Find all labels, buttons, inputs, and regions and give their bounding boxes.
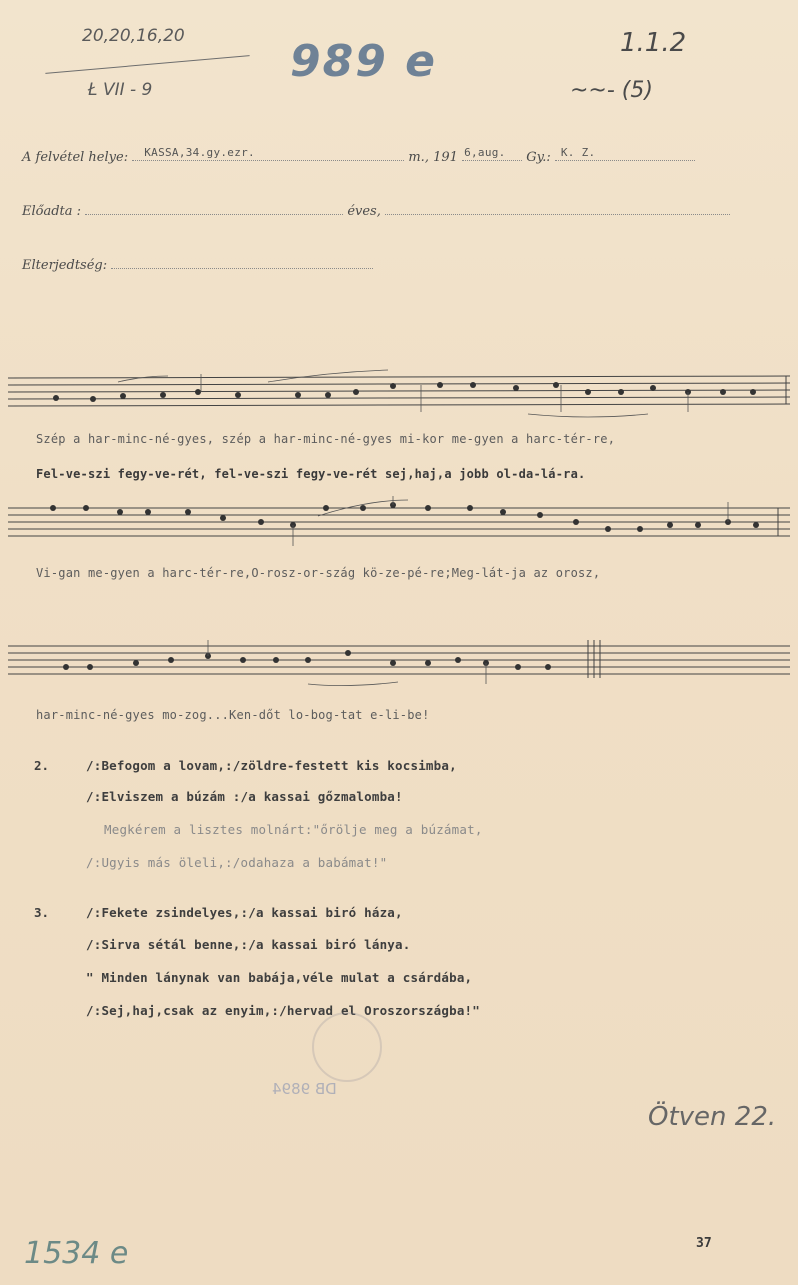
handwritten-roman-numeral: Ł VII - 9 bbox=[88, 80, 153, 100]
verse-2-line-3: Megkérem a lisztes molnárt:"őrölje meg a búzámat, bbox=[104, 822, 483, 837]
verse-number-3: 3. bbox=[34, 905, 50, 920]
library-stamp bbox=[312, 1012, 382, 1082]
handwritten-note-bottom-left: 1534 e bbox=[24, 1236, 129, 1271]
spread-row bbox=[22, 256, 373, 273]
handwritten-divider-line bbox=[45, 55, 249, 74]
verse-3-line-2: /:Sirva sétál benne,:/a kassai biró lánya. bbox=[86, 937, 411, 952]
music-staff-1 bbox=[8, 368, 792, 424]
year-prefix: 191 bbox=[433, 150, 458, 165]
collector-value: K. Z. bbox=[560, 146, 596, 159]
recording-place-row bbox=[22, 148, 695, 165]
year-value: 6,aug. bbox=[464, 146, 506, 159]
verse-3-line-3: " Minden lánynak van babája,véle mulat a csárdába, bbox=[86, 970, 473, 985]
verse-2-line-4: /:Ugyis más öleli,:/odahaza a babámat!" bbox=[86, 855, 388, 870]
handwritten-circle-mark: ~~- (5) bbox=[570, 78, 653, 103]
lyric-line-3: har-minc-né-gyes mo-zog...Ken-dőt lo-bog-tat e-li-be! bbox=[36, 708, 430, 722]
spread-label: Elterjedtség: bbox=[22, 258, 108, 273]
performer-label: Előadta : bbox=[22, 204, 82, 219]
page-number: 37 bbox=[696, 1236, 712, 1251]
age-label: éves, bbox=[347, 204, 381, 219]
place-label: A felvétel helye: bbox=[22, 150, 129, 165]
m-label: m., bbox=[408, 150, 429, 165]
stamp-number: DB 9894 bbox=[272, 1080, 337, 1098]
verse-3-line-1: /:Fekete zsindelyes,:/a kassai biró háza, bbox=[86, 905, 403, 920]
music-staff-2 bbox=[8, 496, 792, 552]
verse-3-line-4: /:Sej,haj,csak az enyim,:/hervad el Oroszországba!" bbox=[86, 1003, 481, 1018]
verse-2-line-1: /:Befogom a lovam,:/zöldre-festett kis kocsimba, bbox=[86, 758, 457, 773]
place-value: KASSA,34.gy.ezr. bbox=[144, 146, 255, 159]
verse-number-2: 2. bbox=[34, 758, 50, 773]
lyric-line-2: Vi-gan me-gyen a harc-tér-re,O-rosz-or-szág kö-ze-pé-re;Meg-lát-ja az orosz, bbox=[36, 566, 601, 580]
verse-2-line-2: /:Elviszem a búzám :/a kassai gőzmalomba! bbox=[86, 789, 403, 804]
collector-label: Gy.: bbox=[526, 150, 551, 165]
archive-number: 989 e bbox=[290, 36, 438, 87]
lyric-line-1b: Fel-ve-szi fegy-ve-rét, fel-ve-szi fegy-ve-rét sej,haj,a jobb ol-da-lá-ra. bbox=[36, 467, 586, 481]
handwritten-page-ref: 1.1.2 bbox=[620, 28, 687, 58]
lyric-line-1a: Szép a har-minc-né-gyes, szép a har-minc-né-gyes mi-kor me-gyen a harc-tér-re, bbox=[36, 432, 616, 446]
handwritten-numbers: 20,20,16,20 bbox=[82, 26, 185, 46]
performer-row bbox=[22, 202, 730, 219]
music-staff-3 bbox=[8, 634, 792, 694]
handwritten-note-bottom-right: Ötven 22. bbox=[648, 1102, 777, 1132]
